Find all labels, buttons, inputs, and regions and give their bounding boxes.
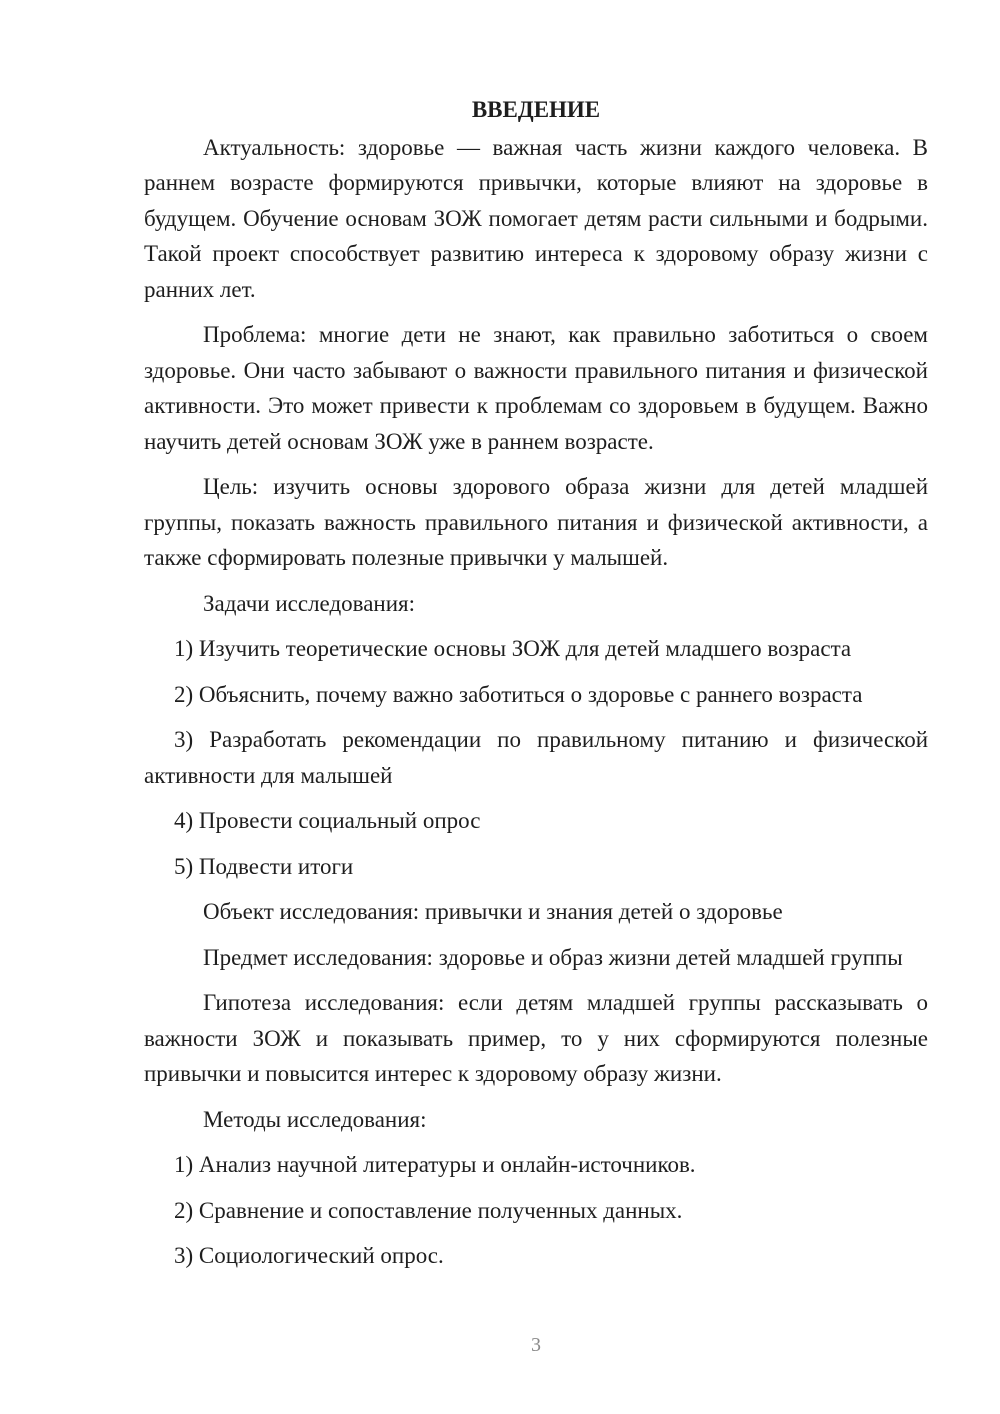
method-item: 2) Сравнение и сопоставление полученных данных. [174, 1197, 683, 1223]
page-title: ВВЕДЕНИЕ [471, 97, 601, 122]
page-number: 3 [531, 1334, 541, 1356]
task-item: 5) Подвести итоги [174, 853, 354, 879]
goal-paragraph: Цель: изучить основы здорового образа жизни для детей младшей группы, показать важность правильного питания и физической активности, а также сформировать полезные привычки у малышей. [144, 474, 928, 570]
relevance-paragraph: Актуальность: здоровье — важная часть жизни каждого человека. В раннем возрасте формируются привычки, которые влияют на здоровье в будущем. Обучение основам ЗОЖ помогает детям расти сильными и бодрыми. Такой проект способствует развитию интереса к здоровому образу жизни с ранних лет. [144, 134, 928, 302]
task-item: 4) Провести социальный опрос [174, 808, 481, 833]
tasks-heading: Задачи исследования: [203, 590, 416, 616]
task-item: 2) Объяснить, почему важно заботиться о здоровье с раннего возраста [174, 681, 863, 707]
page-text [144, 92, 928, 1284]
method-item: 1) Анализ научной литературы и онлайн-источников. [174, 1152, 696, 1177]
subject-paragraph: Предмет исследования: здоровье и образ жизни детей младшей группы [203, 944, 903, 970]
methods-heading: Методы исследования: [203, 1106, 427, 1132]
object-paragraph: Объект исследования: привычки и знания детей о здоровье [203, 899, 783, 924]
problem-paragraph: Проблема: многие дети не знают, как правильно заботиться о своем здоровье. Они часто забывают о важности правильного питания и физической активности. Это может привести к проблемам со здоровьем в будущем. Важно научить детей основам ЗОЖ уже в раннем возрасте. [144, 322, 928, 454]
task-item: 3) Разработать рекомендации по правильному питанию и физической активности для малышей [144, 727, 928, 788]
method-item: 3) Социологический опрос. [174, 1243, 444, 1268]
task-item: 1) Изучить теоретические основы ЗОЖ для детей младшего возраста [174, 636, 852, 661]
hypothesis-paragraph: Гипотеза исследования: если детям младшей группы рассказывать о важности ЗОЖ и показывать пример, то у них сформируются полезные привычки и повысится интерес к здоровому образу жизни. [144, 990, 928, 1086]
